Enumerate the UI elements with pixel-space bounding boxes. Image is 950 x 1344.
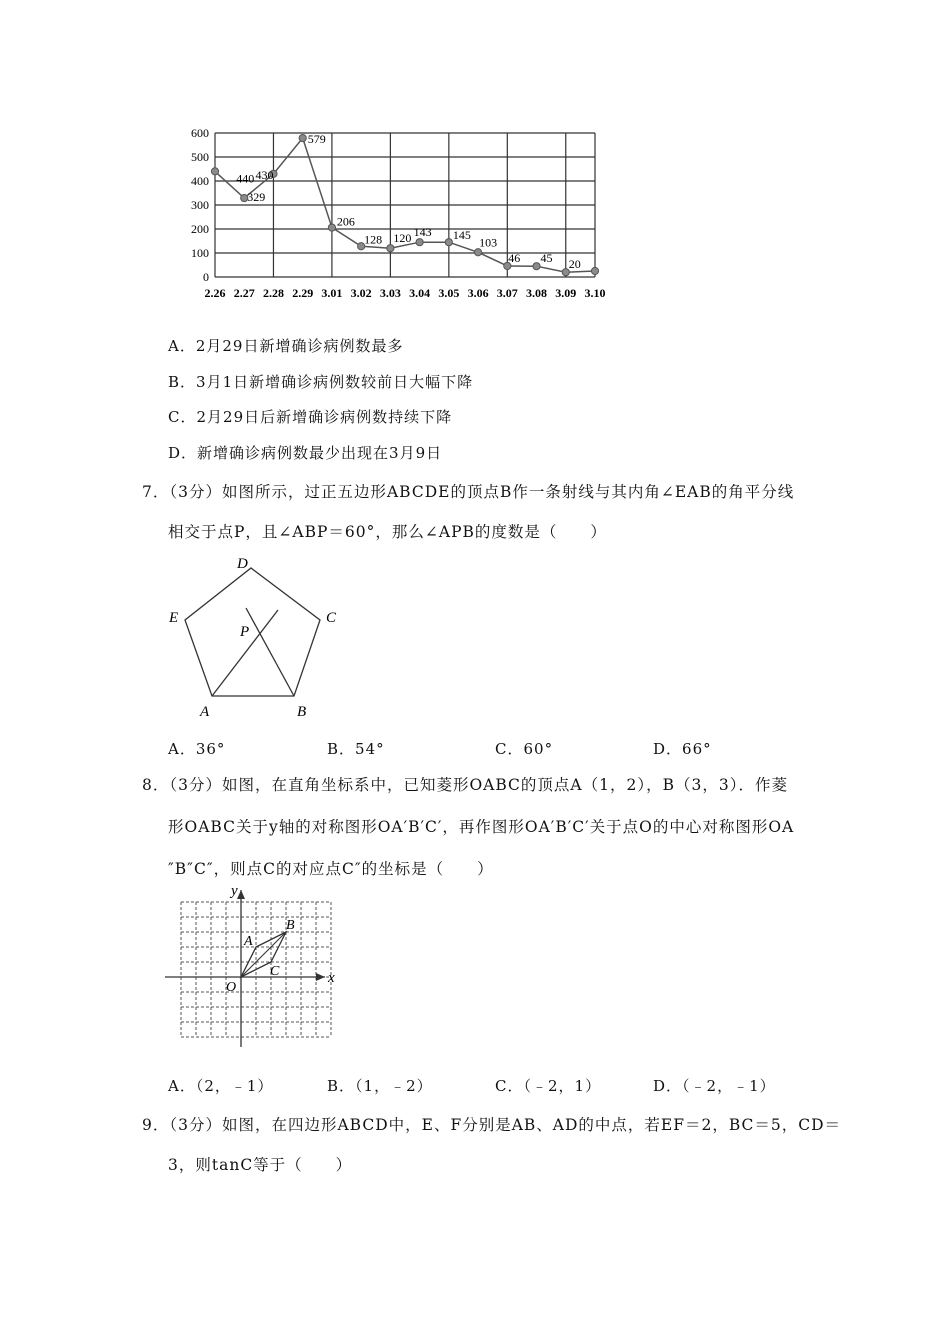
data-point [387, 245, 394, 252]
x-tick-label: 3.06 [467, 286, 489, 300]
y-tick-label: 0 [203, 270, 209, 284]
label-b: B [297, 704, 307, 720]
q7-option-d: D．66° [653, 740, 712, 758]
label-c: C [270, 964, 280, 979]
q7-stem-line2: 相交于点P，且∠ABP＝60°，那么∠APB的度数是（ ） [168, 523, 607, 541]
data-label: 430 [255, 167, 274, 182]
x-tick-label: 2.29 [292, 286, 314, 300]
y-tick-label: 200 [191, 222, 209, 236]
data-label: 440 [236, 171, 255, 186]
data-label: 206 [336, 214, 355, 229]
q7-option-c: C．60° [495, 740, 554, 758]
data-point [474, 249, 481, 256]
x-tick-label: 3.02 [350, 286, 372, 300]
q8-stem-line2: 形OABC关于y轴的对称图形OA′B′C′，再作图形OA′B′C′关于点O的中心对称图形OA [168, 818, 795, 836]
label-c: C [326, 610, 337, 626]
q8-option-c: C．（﹣2，1） [495, 1077, 602, 1095]
q7-option-b: B．54° [327, 740, 385, 758]
bisector-ap [212, 610, 278, 696]
x-tick-label: 3.03 [379, 286, 401, 300]
x-tick-label: 3.01 [321, 286, 343, 300]
q6-option-c: C．2月29日后新增确诊病例数持续下降 [168, 408, 453, 426]
q6-option-a: A．2月29日新增确诊病例数最多 [168, 337, 404, 355]
data-label: 329 [247, 190, 266, 205]
x-tick-label: 3.10 [584, 286, 606, 300]
q9-stem-line1: 9．（3分）如图，在四边形ABCD中，E、F分别是AB、AD的中点，若EF＝2，BC＝5，CD＝ [142, 1116, 842, 1134]
data-point [445, 239, 452, 246]
label-p: P [240, 624, 250, 640]
q6-option-d: D．新增确诊病例数最少出现在3月9日 [168, 444, 443, 462]
label-y: y [231, 883, 238, 899]
label-x: x [328, 970, 335, 986]
data-label: 103 [479, 235, 498, 250]
q7-option-a: A．36° [168, 740, 226, 758]
pentagon-abcde [185, 568, 320, 696]
label-o: O [226, 980, 237, 995]
data-label: 45 [540, 251, 553, 266]
q8-option-d: D．（﹣2，﹣1） [653, 1077, 776, 1095]
pentagon-figure [160, 548, 350, 720]
y-axis-arrow [237, 890, 245, 899]
label-a: A [244, 934, 253, 949]
y-tick-label: 500 [191, 150, 209, 164]
x-tick-label: 2.27 [233, 286, 255, 300]
data-label: 128 [364, 232, 383, 247]
data-point [416, 239, 423, 246]
data-label: 120 [393, 231, 412, 246]
q7-stem-line1: 7．（3分）如图所示，过正五边形ABCDE的顶点B作一条射线与其内角∠EAB的角平分线 [142, 483, 795, 501]
x-tick-label: 3.07 [496, 286, 518, 300]
x-axis-arrow [316, 973, 325, 981]
x-axis-ticks [205, 286, 606, 300]
y-tick-label: 100 [191, 246, 209, 260]
x-tick-label: 3.04 [409, 286, 431, 300]
x-tick-label: 2.28 [262, 286, 284, 300]
data-labels [236, 132, 581, 271]
q8-option-a: A．（2，﹣1） [168, 1077, 274, 1095]
q8-stem-line3: ″B″C″，则点C的对应点C″的坐标是（ ） [168, 860, 494, 878]
label-b: B [286, 918, 295, 933]
x-tick-label: 3.05 [438, 286, 460, 300]
y-tick-label: 300 [191, 198, 209, 212]
data-point [211, 168, 218, 175]
y-axis-ticks [191, 126, 209, 284]
x-tick-label: 3.09 [555, 286, 577, 300]
data-point [591, 267, 598, 274]
x-tick-label: 3.08 [526, 286, 548, 300]
data-point [533, 263, 540, 270]
label-a: A [200, 704, 210, 720]
x-tick-label: 2.26 [204, 286, 226, 300]
data-point [328, 224, 335, 231]
y-tick-label: 400 [191, 174, 209, 188]
label-d: D [237, 556, 248, 572]
chart-grid [215, 133, 595, 277]
data-label: 145 [452, 228, 471, 243]
data-label: 143 [413, 225, 432, 240]
data-point [299, 134, 306, 141]
data-label: 46 [508, 250, 521, 265]
case-count-line-chart [180, 120, 620, 305]
q9-stem-line2: 3，则tanC等于（ ） [168, 1156, 353, 1174]
q8-stem-line1: 8．（3分）如图，在直角坐标系中，已知菱形OABC的顶点A（1，2），B（3，3）．作菱 [142, 776, 788, 794]
data-label: 579 [307, 132, 326, 147]
label-e: E [169, 610, 179, 626]
coordinate-grid-figure [160, 882, 350, 1052]
data-label: 20 [568, 257, 581, 272]
q8-option-b: B．（1，﹣2） [327, 1077, 433, 1095]
y-tick-label: 600 [191, 126, 209, 140]
q6-option-b: B．3月1日新增确诊病例数较前日大幅下降 [168, 373, 474, 391]
